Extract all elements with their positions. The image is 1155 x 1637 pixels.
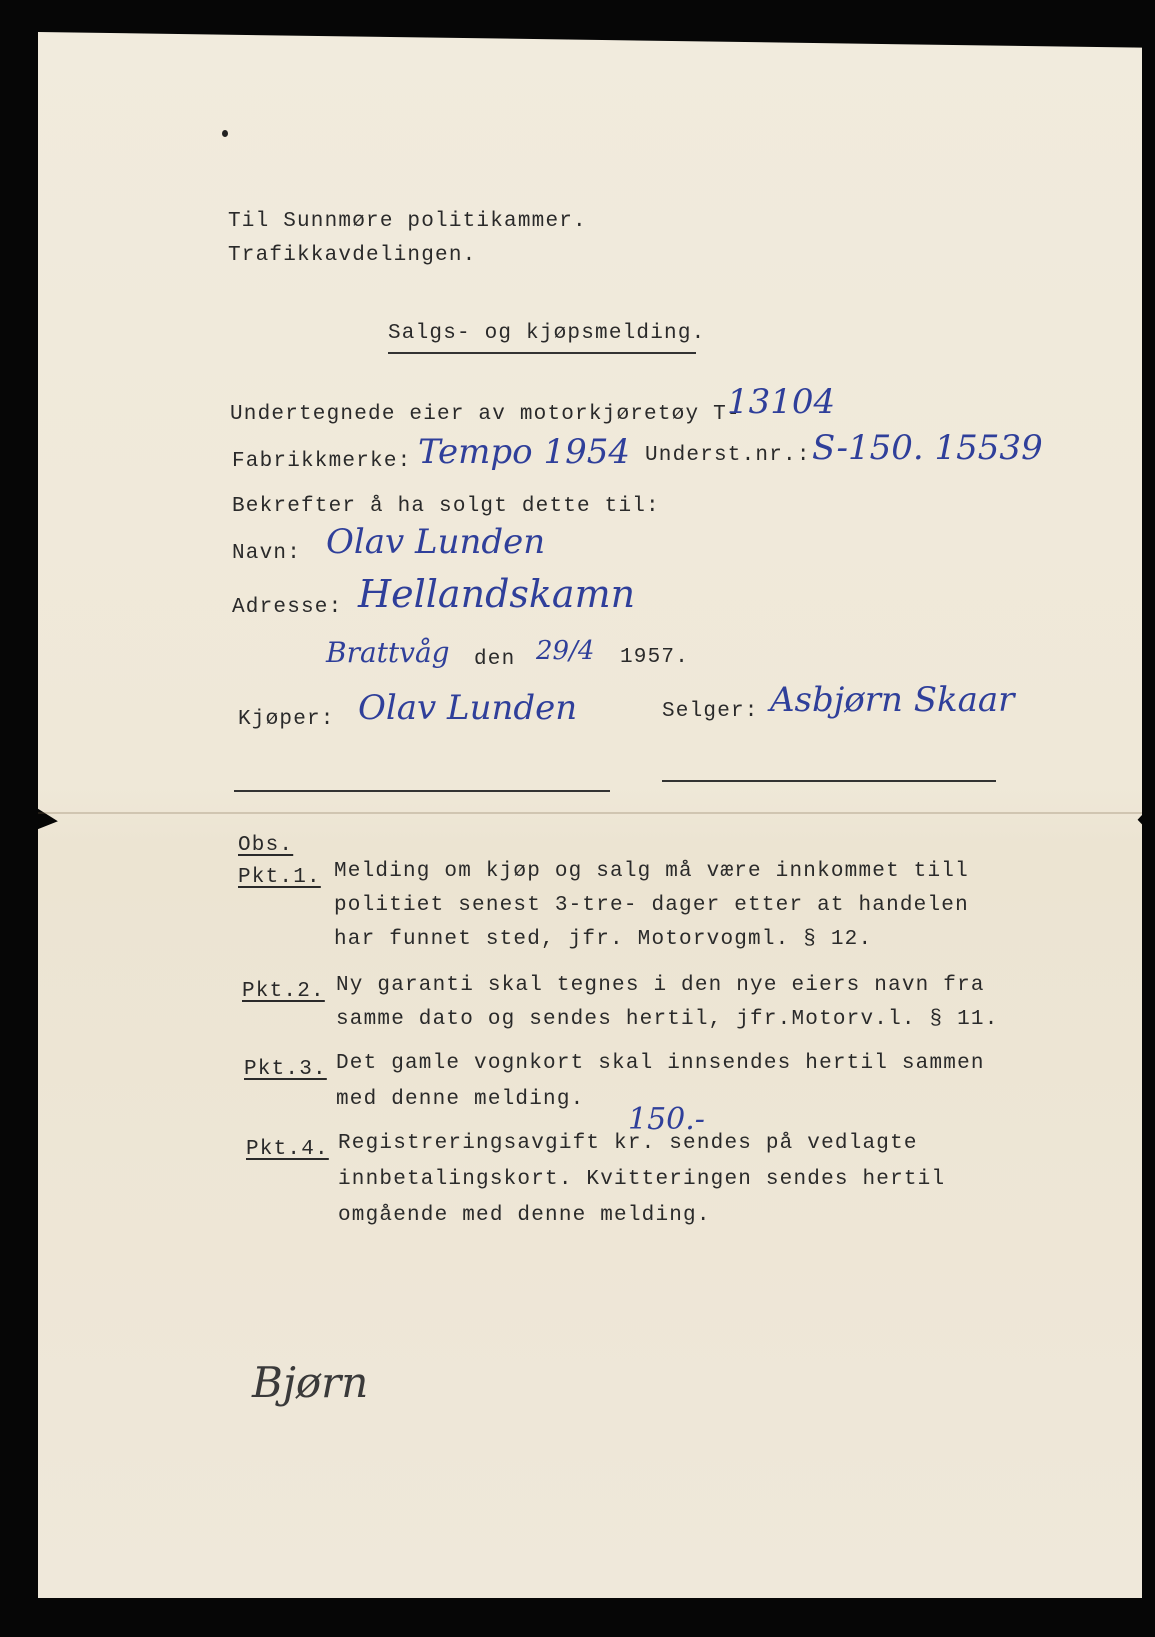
place-value: Brattvåg xyxy=(326,636,450,669)
pkt4-line-1: Registreringsavgift kr. sendes på vedlagte xyxy=(338,1132,918,1155)
date-value: 29/4 xyxy=(536,636,595,666)
pkt4-label: Pkt.4. xyxy=(246,1138,329,1161)
kjoper-value: Olav Lunden xyxy=(358,688,578,728)
recipient-line-2: Trafikkavdelingen. xyxy=(228,244,477,267)
pkt4-line-3: omgående med denne melding. xyxy=(338,1204,711,1227)
navn-value: Olav Lunden xyxy=(326,522,546,562)
pkt2-line-1: Ny garanti skal tegnes i den nye eiers navn fra xyxy=(336,974,985,997)
document-title: Salgs- og kjøpsmelding. xyxy=(388,322,706,345)
adresse-value: Hellandskamn xyxy=(358,572,636,616)
paper-fold xyxy=(38,812,1142,814)
pkt1-line-3: har funnet sted, jfr. Motorvogml. § 12. xyxy=(334,928,873,951)
document-page xyxy=(38,32,1142,1598)
pkt3-label: Pkt.3. xyxy=(244,1058,327,1081)
recipient-line-1: Til Sunnmøre politikammer. xyxy=(228,210,587,233)
selger-value: Asbjørn Skaar xyxy=(770,680,1015,720)
fabrikkmerke-label: Fabrikkmerke: xyxy=(232,450,412,473)
kjoper-label: Kjøper: xyxy=(238,708,335,731)
navn-label: Navn: xyxy=(232,542,302,565)
pkt2-label: Pkt.2. xyxy=(242,980,325,1003)
pkt4-line-2: innbetalingskort. Kvitteringen sendes hertil xyxy=(338,1168,946,1191)
title-underline xyxy=(388,352,696,354)
bekrefter-text: Bekrefter å ha solgt dette til: xyxy=(232,495,660,518)
pkt1-label: Pkt.1. xyxy=(238,866,321,889)
pkt3-line-2: med denne melding. xyxy=(336,1088,585,1111)
fabrikkmerke-value: Tempo 1954 xyxy=(418,432,630,472)
pkt1-line-2: politiet senest 3-tre- dager etter at handelen xyxy=(334,894,969,917)
pkt2-line-2: samme dato og sendes hertil, jfr.Motorv.l. § 11. xyxy=(336,1008,999,1031)
pkt3-line-1: Det gamle vognkort skal innsendes hertil sammen xyxy=(336,1052,985,1075)
eier-label: Undertegnede eier av motorkjøretøy T- xyxy=(230,403,741,426)
selger-label: Selger: xyxy=(662,700,759,723)
selger-signature-line xyxy=(662,780,996,782)
year-text: 1957. xyxy=(620,646,690,669)
ink-dot xyxy=(222,130,228,137)
pencil-note: Bjørn xyxy=(252,1358,369,1407)
underst-value: S-150. 15539 xyxy=(812,428,1043,468)
adresse-label: Adresse: xyxy=(232,596,343,619)
den-label: den xyxy=(474,648,516,671)
pkt1-line-1: Melding om kjøp og salg må være innkommet till xyxy=(334,860,969,883)
eier-value: 13104 xyxy=(727,382,836,422)
underst-label: Underst.nr.: xyxy=(645,444,811,467)
avgift-value: 150.- xyxy=(628,1102,705,1137)
kjoper-signature-line xyxy=(234,790,610,792)
obs-heading: Obs. xyxy=(238,834,294,857)
